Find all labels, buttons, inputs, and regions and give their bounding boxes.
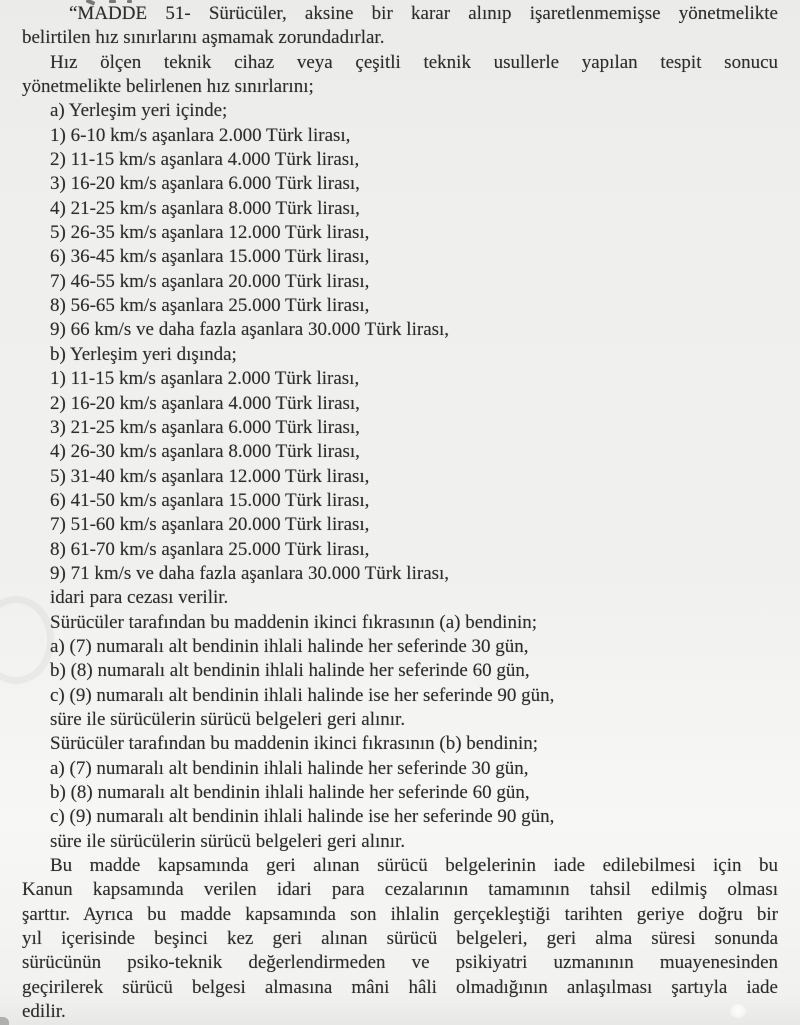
text-line: 5) 31-40 km/s aşanlara 12.000 Türk lirası, [50,465,370,487]
text-line: 5) 26-35 km/s aşanlara 12.000 Türk lirası, [50,222,370,244]
text-line: şarttır. Ayrıca bu madde kapsamında son ihlalin gerçekleştiği tarihten geriye doğru bir [22,903,778,925]
text-line: Sürücüler tarafından bu maddenin ikinci fıkrasının (b) bendinin; [50,733,539,755]
text-line: a) Yerleşim yeri içinde; [50,100,228,122]
text-line: 2) 16-20 km/s aşanlara 4.000 Türk lirası, [50,392,360,414]
scan-glare-dot-artifact [730,1004,746,1018]
text-line: Kanun kapsamında verilen idari para cezalarının tamamının tahsil edilmiş olması [22,879,778,901]
text-line: belirtilen hız sınırlarını aşmamak zorundadırlar. [22,27,385,49]
text-line: 8) 61-70 km/s aşanlara 25.000 Türk lirası, [50,538,370,560]
text-line: c) (9) numaralı alt bendinin ihlali halinde ise her seferinde 90 gün, [50,684,555,706]
text-line: 6) 36-45 km/s aşanlara 15.000 Türk lirası, [50,246,370,268]
article-text-column [22,2,778,1024]
text-line: a) (7) numaralı alt bendinin ihlali halinde her seferinde 30 gün, [50,635,529,657]
text-line: 4) 21-25 km/s aşanlara 8.000 Türk lirası, [50,197,360,219]
text-line: 9) 71 km/s ve daha fazla aşanlara 30.000 Türk lirası, [50,562,450,584]
text-line: 3) 16-20 km/s aşanlara 6.000 Türk lirası, [50,173,360,195]
text-line: yıl içerisinde beşinci kez geri alınan sürücü belgeleri, geri alma süresi sonunda [22,928,778,950]
text-line: b) (8) numaralı alt bendinin ihlali halinde her seferinde 60 gün, [50,782,530,803]
text-line: 1) 11-15 km/s aşanlara 2.000 Türk lirası, [50,368,360,390]
text-line: b) (8) numaralı alt bendinin ihlali halinde her seferinde 60 gün, [50,660,530,682]
text-line: “MADDE 51- Sürücüler, aksine bir karar alınıp işaretlenmemişse yönetmelikte [69,3,778,24]
text-line: a) (7) numaralı alt bendinin ihlali halinde her seferinde 30 gün, [50,757,529,779]
text-line: 8) 56-65 km/s aşanlara 25.000 Türk lirası, [50,295,370,317]
text-line: 1) 6-10 km/s aşanlara 2.000 Türk lirası, [50,124,351,146]
text-line: idari para cezası verilir. [50,587,229,609]
text-line: 3) 21-25 km/s aşanlara 6.000 Türk lirası, [50,416,360,438]
text-line: Hız ölçen teknik cihaz veya çeşitli teknik usullerle yapılan tespit sonucu [50,51,778,73]
text-line: 7) 46-55 km/s aşanlara 20.000 Türk lirası, [50,270,370,292]
text-line: 2) 11-15 km/s aşanlara 4.000 Türk lirası, [50,149,360,171]
text-line: sürücünün psiko-teknik değerlendirmeden ve psikiyatri uzmanının muayenesinden [22,952,778,974]
text-line: 9) 66 km/s ve daha fazla aşanlara 30.000 Türk lirası, [50,319,450,341]
text-line: c) (9) numaralı alt bendinin ihlali halinde ise her seferinde 90 gün, [50,806,555,828]
text-line: 7) 51-60 km/s aşanlara 20.000 Türk lirası, [50,514,370,536]
text-line: b) Yerleşim yeri dışında; [50,343,237,365]
text-line: 6) 41-50 km/s aşanlara 15.000 Türk lirası, [50,489,370,511]
text-line: edilir. [22,1001,66,1023]
text-line: Bu madde kapsamında geri alınan sürücü belgelerinin iade edilebilmesi için bu [50,855,778,877]
text-line: Sürücüler tarafından bu maddenin ikinci fıkrasının (a) bendinin; [50,611,537,633]
text-line: yönetmelikte belirlenen hız sınırlarını; [22,76,314,98]
text-line: geçirilerek sürücü belgesi almasına mâni hâli olmadığının anlaşılması şartıyla iade [22,976,778,998]
text-line: süre ile sürücülerin sürücü belgeleri geri alınır. [50,830,406,852]
text-line: 4) 26-30 km/s aşanlara 8.000 Türk lirası, [50,441,360,463]
photo-edge-shadow [0,1017,9,1025]
text-line: süre ile sürücülerin sürücü belgeleri geri alınır. [50,708,406,730]
